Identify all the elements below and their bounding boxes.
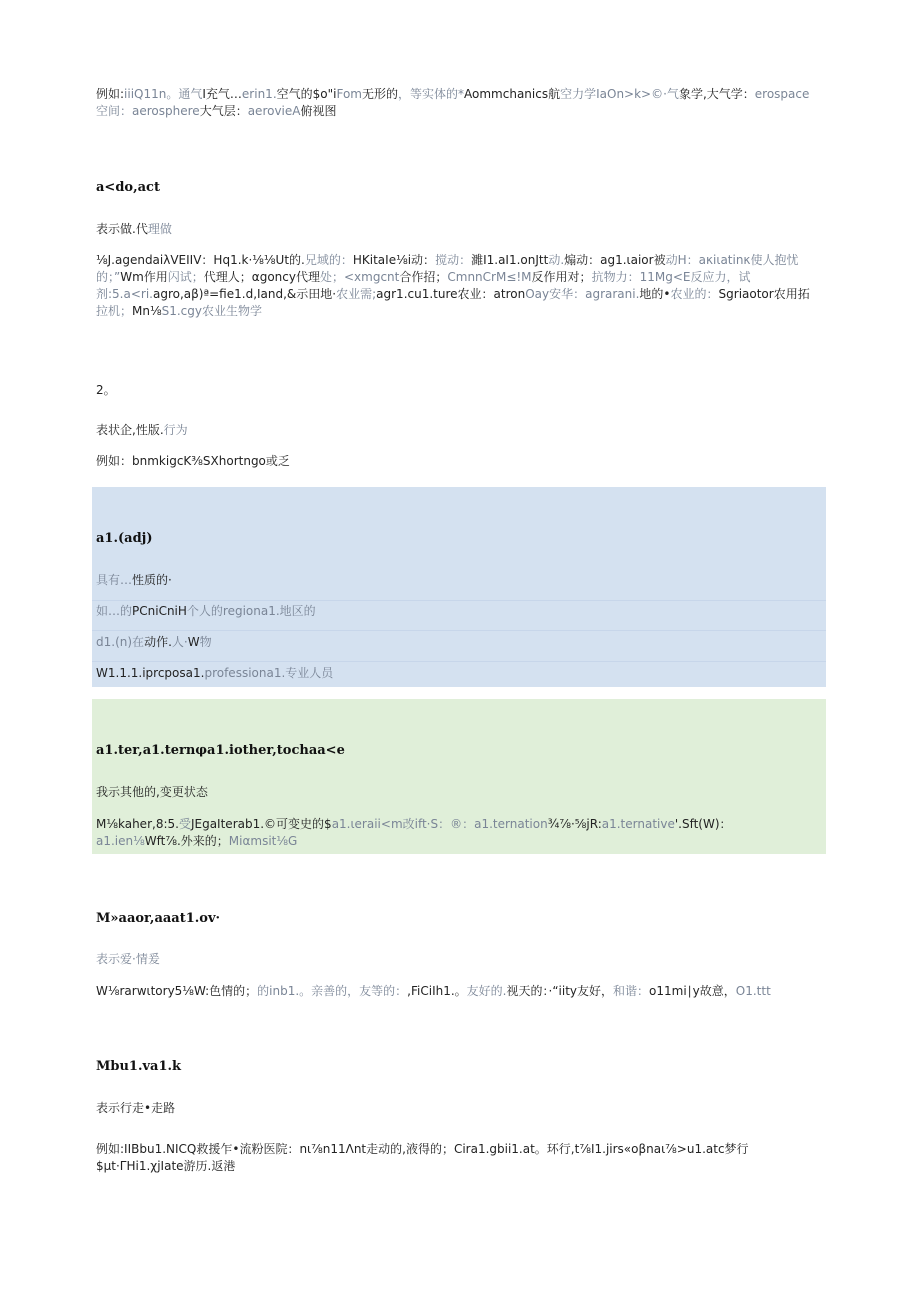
text-run: 煽动：ag1.ιaior被 [564, 253, 666, 267]
text-run: 视天的：·“iity友好， [506, 984, 614, 998]
text-run: 动. [548, 253, 565, 267]
row-divider [92, 630, 826, 631]
text-run: 动H：aκiιatinκ使人抱忧的；” [96, 253, 799, 284]
definition-row: 如…的PCniCniH个人的regiona1.地区的 [96, 604, 316, 618]
text-run: Oay安华：agrarani. [525, 287, 640, 301]
text-run: atron [493, 287, 526, 301]
text-run: 濉I1.aI1.onJtt [471, 253, 549, 267]
text-run: JEgaIterab1.©可变史的$ [190, 817, 332, 831]
section-body-ambul: 例如:IIBbu1.NICQ救援乍•流粉医院：nι⅞n11Λnt走动的,液得的；Cira1.gbii1.at。环行,t⅞I1.jirs«oβnaι⅞>u1.atc梦行$μt·ΓHi1.χjIate游历.返港 [96, 1142, 749, 1173]
section-body-alter [96, 816, 816, 850]
text-run: a1.ternative [601, 817, 675, 831]
text-run: 农业的： [670, 287, 719, 301]
section-subtitle-4: 我示其他的,变更状态 [96, 785, 208, 799]
section-body-ado [96, 252, 816, 320]
text-run: 闪试； [167, 270, 204, 284]
section-heading-amor: M»aaor,aaat1.ov· [96, 911, 221, 926]
text-run: HKitaIe⅛i动： [352, 253, 436, 267]
text-run: 兄域的： [304, 253, 353, 267]
text-run: 受 [178, 817, 191, 831]
section-subtitle: 表示做.代理做 [96, 222, 172, 236]
row-divider [92, 600, 826, 601]
text-run: a1.ιeraii<m改ift·S：®：a1.ternation [331, 817, 548, 831]
row-divider [92, 661, 826, 662]
text-run: CmnnCrM≤!M [447, 270, 532, 284]
section-example-2: 例如：bnmkigcK⅜SXhortngo或乏 [96, 454, 290, 468]
section-body-amor [96, 983, 816, 1000]
section-subtitle-2: 表状企,性版.行为 [96, 423, 188, 437]
section-heading-al: a1.(adj) [96, 531, 153, 546]
definition-row: 具有…性质的· [96, 573, 172, 587]
text-run: 合作招； [399, 270, 448, 284]
definition-row: d1.(n)在动作.人·W物 [96, 635, 212, 649]
intro-paragraph: 例如:iiiQ11n。通气I充气…erin1.空气的$o"iFom无形的，等实体的*Aommchanics航空力学IaOn>k>©·气象学,大气学：erospace空间：aerosphere大气层：aerovieA俯视图 [96, 87, 810, 118]
text-run: 反作用对； [531, 270, 592, 284]
text-run: a1.ien⅛ [96, 834, 145, 848]
text-run: ,FiCiIh1.。 [407, 984, 467, 998]
text-run: Wm作用 [120, 270, 168, 284]
text-run: O1.ttt [735, 984, 771, 998]
text-run: 农业需; [336, 287, 377, 301]
text-run: 和谐： [613, 984, 650, 998]
definition-row: W1.1.1.iprcposa1.professiona1.专业人员 [96, 666, 334, 680]
text-run: o11mi∣y故意， [649, 984, 736, 998]
text-run: 11Mg<E反应力，试剂:5.a<ri. [96, 270, 751, 301]
text-run: 拉机； [96, 304, 133, 318]
text-run: '.Sft(W)： [674, 817, 732, 831]
text-run: 的inb1.。亲善的，友等的： [257, 984, 408, 998]
text-run: 友好的. [466, 984, 507, 998]
text-run: 代理人；αgoncy代理 [203, 270, 320, 284]
text-run: agro,aβ)ª=fie1.d,Iand,&示田地· [152, 287, 337, 301]
text-run: S1.cgy农业生物学 [161, 304, 262, 318]
text-run: 抗物力： [591, 270, 640, 284]
text-run: Wft⅞.外来的； [144, 834, 229, 848]
text-run: Mn⅛ [132, 304, 162, 318]
section-heading-alter: a1.ter,a1.ternφa1.iother,tochaa<e [96, 743, 345, 758]
section-subtitle-5: 表示爱·情爰 [96, 952, 160, 966]
text-run: ¾⅞·⅝jR: [547, 817, 602, 831]
text-run: 处；<xmgcnt [319, 270, 400, 284]
text-run: 搅动： [435, 253, 472, 267]
section-subtitle-6: 表示行走•走路 [96, 1101, 176, 1115]
text-run: agr1.cu1.ture农业： [376, 287, 494, 301]
text-run: W⅛rarwιtory5⅛W:色情的； [96, 984, 258, 998]
text-run: ⅛J.agendaiλVEIIV：Hq1.k·⅛⅛Ut的. [96, 253, 305, 267]
section-heading-ado: a<do,act [96, 180, 160, 195]
section-heading-ambul: Mbu1.va1.k [96, 1059, 182, 1074]
text-run: 地的• [639, 287, 671, 301]
section-number: 2。 [96, 383, 116, 397]
text-run: M⅛kaher,8:5. [96, 817, 179, 831]
text-run: Sgriaotor农用拓 [718, 287, 810, 301]
text-run: Miαmsit⅛G [228, 834, 298, 848]
